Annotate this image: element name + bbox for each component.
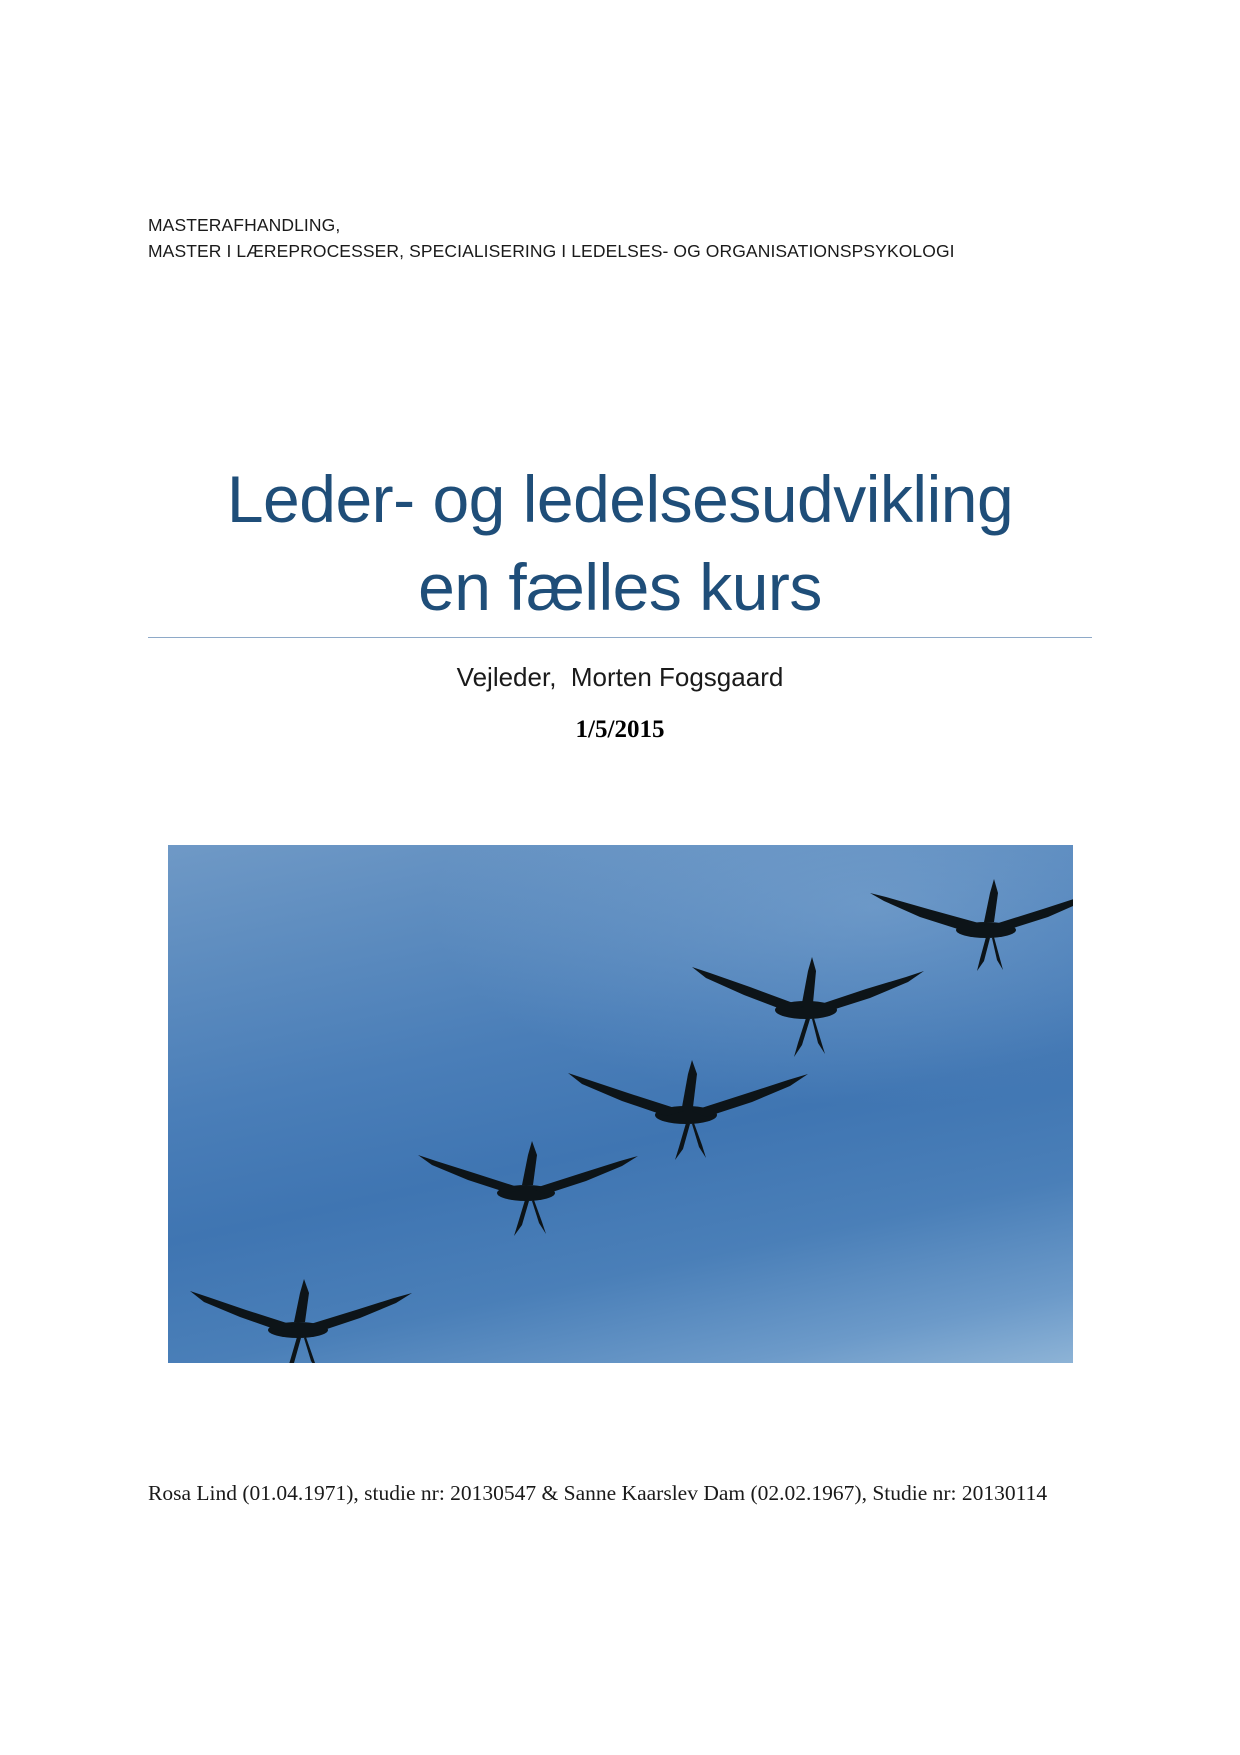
crane-silhouette-4 bbox=[418, 1141, 638, 1236]
page-title-line-1: Leder- og ledelsesudvikling bbox=[226, 462, 1014, 536]
cranes-silhouette-group bbox=[168, 845, 1073, 1363]
authors-footer: Rosa Lind (01.04.1971), studie nr: 20130547 & Sanne Kaarslev Dam (02.02.1967), Studie nr: 20130114 bbox=[148, 1481, 1048, 1505]
advisor-line: Vejleder, Morten Fogsgaard bbox=[456, 662, 784, 692]
crane-silhouette-3 bbox=[568, 1060, 808, 1160]
header-line-thesis-type: MASTERAFHANDLING, bbox=[148, 215, 341, 235]
crane-silhouette-2 bbox=[692, 957, 924, 1057]
header-line-program: MASTER I LÆREPROCESSER, SPECIALISERING I LEDELSES- OG ORGANISATIONSPSYKOLOGI bbox=[148, 241, 955, 261]
crane-silhouette-5 bbox=[190, 1279, 412, 1363]
title-block bbox=[148, 455, 1092, 746]
title-divider bbox=[148, 637, 1092, 638]
date-line: 1/5/2015 bbox=[575, 716, 665, 743]
crane-silhouette-1 bbox=[870, 879, 1073, 971]
cover-photo bbox=[168, 845, 1073, 1363]
page-title-line-2: en fælles kurs bbox=[418, 550, 822, 624]
document-header bbox=[148, 212, 1108, 264]
